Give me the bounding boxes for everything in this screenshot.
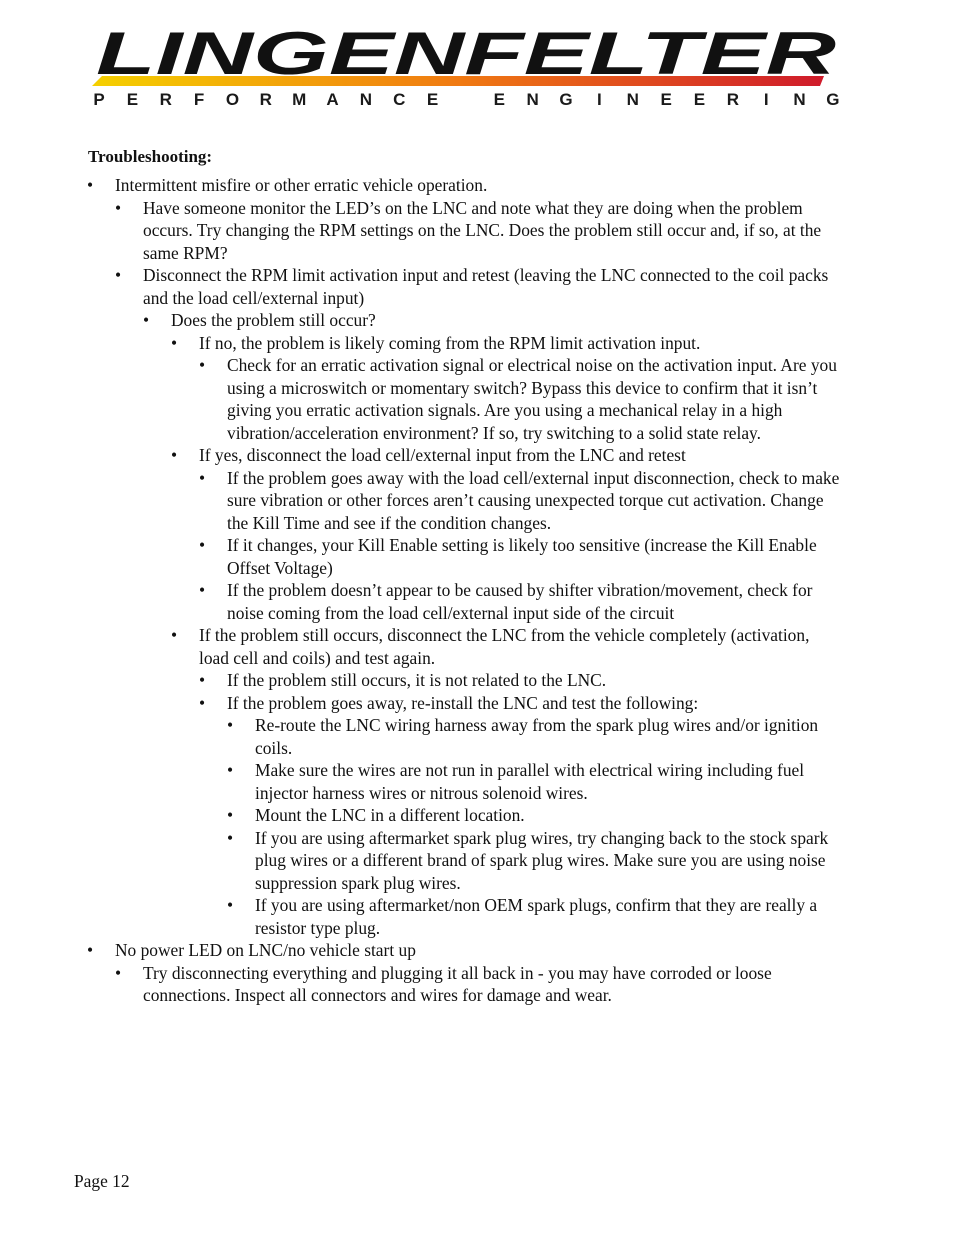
bullet-marker: •	[199, 535, 206, 555]
list-item	[0, 534, 844, 579]
list-item-text: Mount the LNC in a different location.	[255, 805, 525, 825]
bullet-marker: •	[199, 580, 206, 600]
list-item	[0, 714, 844, 759]
list-item-text: If the problem goes away, re-install the LNC and test the following:	[227, 692, 699, 713]
list-item-text: If the problem goes away with the load cell/external input disconnection, check to make sure vibration or other forces aren’t causing unexpected torque cut activation. Change the Kill Time and see if the condition changes.	[227, 467, 840, 533]
bullet-marker: •	[199, 692, 206, 713]
logo-tagline	[88, 90, 844, 110]
bullet-marker: •	[171, 625, 178, 645]
list-item	[0, 669, 844, 692]
list-item-text: If no, the problem is likely coming from the RPM limit activation input.	[199, 332, 701, 353]
list-item	[0, 624, 842, 669]
list-item-text: Re-route the LNC wiring harness away from the spark plug wires and/or ignition coils.	[255, 715, 819, 758]
tagline-letter: E	[693, 90, 706, 109]
tagline-letter: R	[726, 90, 739, 109]
list-item	[0, 894, 844, 939]
tagline-letter: A	[326, 90, 339, 109]
list-item	[0, 197, 842, 265]
tagline-gap	[455, 90, 477, 110]
bullet-marker: •	[199, 355, 206, 375]
bullet-marker: •	[199, 670, 206, 690]
list-item	[0, 692, 844, 715]
tagline-letter: N	[526, 90, 539, 109]
list-item-text: No power LED on LNC/no vehicle start up	[115, 940, 416, 960]
tagline-letter: N	[793, 90, 806, 109]
tagline-letter: F	[193, 90, 205, 109]
list-item	[0, 264, 842, 309]
list-item-text: Check for an erratic activation signal or electrical noise on the activation input. Are you using a microswitch or momentary switch? Bypass this device to confirm that it isn’t giving you erratic activation signals. Are you using a mechanical relay in a high vibration/acceleration environment? If so, try switching to a solid state relay.	[227, 355, 837, 443]
tagline-letter: I	[597, 90, 602, 109]
page-number: Page 12	[74, 1171, 130, 1191]
tagline-letter: C	[393, 90, 406, 109]
tagline-letter: E	[126, 90, 139, 109]
bullet-marker: •	[171, 445, 178, 465]
list-item-text: If yes, disconnect the load cell/external input from the LNC and retest	[199, 445, 686, 465]
bullet-marker: •	[115, 265, 122, 285]
bullet-marker: •	[227, 715, 234, 735]
list-item-text: If you are using aftermarket/non OEM spark plugs, confirm that they are really a resistor type plug.	[255, 895, 818, 938]
list-item-text: Does the problem still occur?	[171, 310, 376, 330]
bullet-marker: •	[171, 332, 178, 353]
bullet-marker: •	[227, 895, 234, 915]
list-item	[0, 962, 842, 1007]
list-item-text: If it changes, your Kill Enable setting is likely too sensitive (increase the Kill Enable Offset Voltage)	[227, 535, 817, 578]
tagline-letter: G	[559, 90, 573, 109]
list-item-text: If you are using aftermarket spark plug wires, try changing back to the stock spark plug wires or a different brand of spark plug wires. Make sure you are using noise suppression spark plug wires.	[255, 827, 829, 893]
list-item	[0, 804, 844, 827]
tagline-letter: G	[826, 90, 840, 109]
tagline-letter: P	[93, 90, 105, 109]
list-item-text: Try disconnecting everything and plugging it all back in - you may have corroded or loose connections. Inspect all connectors and wires for damage and wear.	[143, 962, 772, 1005]
list-item	[0, 354, 844, 444]
bullet-marker: •	[143, 310, 150, 330]
bullet-marker: •	[199, 467, 206, 488]
list-item	[0, 174, 842, 197]
brand-logo	[88, 26, 844, 112]
list-item-text: If the problem still occurs, disconnect the LNC from the vehicle completely (activation, load cell and coils) and test again.	[199, 625, 810, 668]
list-item-text: If the problem doesn’t appear to be caused by shifter vibration/movement, check for noise coming from the load cell/external input side of the circuit	[227, 580, 813, 623]
bullet-marker: •	[87, 175, 94, 195]
bullet-marker: •	[227, 827, 234, 848]
list-item	[0, 332, 842, 355]
tagline-letter: I	[763, 90, 769, 109]
section-heading: Troubleshooting:	[88, 147, 213, 166]
logo-wordmark: LINGENFELTER	[96, 26, 836, 87]
tagline-letter: E	[426, 90, 439, 109]
bullet-marker: •	[227, 805, 234, 825]
list-item	[0, 759, 844, 804]
list-item-text: Disconnect the RPM limit activation input and retest (leaving the LNC connected to the coil packs and the load cell/external input)	[143, 265, 829, 308]
list-item-text: If the problem still occurs, it is not related to the LNC.	[227, 670, 607, 690]
bullet-marker: •	[227, 760, 234, 780]
list-item	[0, 579, 844, 624]
list-item	[0, 444, 842, 467]
bullet-marker: •	[115, 962, 122, 983]
bullet-marker: •	[87, 940, 94, 960]
troubleshooting-list	[0, 174, 954, 1007]
tagline-letter: R	[159, 90, 172, 109]
list-item	[0, 467, 844, 535]
tagline-letter: E	[660, 90, 672, 109]
list-item	[0, 309, 842, 332]
tagline-letter: N	[626, 90, 639, 109]
list-item-text: Intermittent misfire or other erratic vehicle operation.	[115, 175, 488, 195]
list-item	[0, 827, 844, 895]
tagline-letter: M	[292, 90, 307, 109]
list-item-text: Have someone monitor the LED’s on the LNC and note what they are doing when the problem occurs. Try changing the RPM settings on the LNC. Does the problem still occur and, if so, at the same RPM?	[143, 197, 822, 263]
tagline-letter: N	[359, 90, 373, 109]
tagline-letter: O	[225, 90, 240, 109]
brand-logo-graphic	[88, 26, 844, 88]
bullet-marker: •	[115, 197, 122, 218]
list-item-text: Make sure the wires are not run in parallel with electrical wiring including fuel injector harness wires or nitrous solenoid wires.	[255, 760, 805, 803]
tagline-letter: R	[259, 90, 272, 109]
list-item	[0, 939, 842, 962]
tagline-letter: E	[493, 90, 505, 109]
